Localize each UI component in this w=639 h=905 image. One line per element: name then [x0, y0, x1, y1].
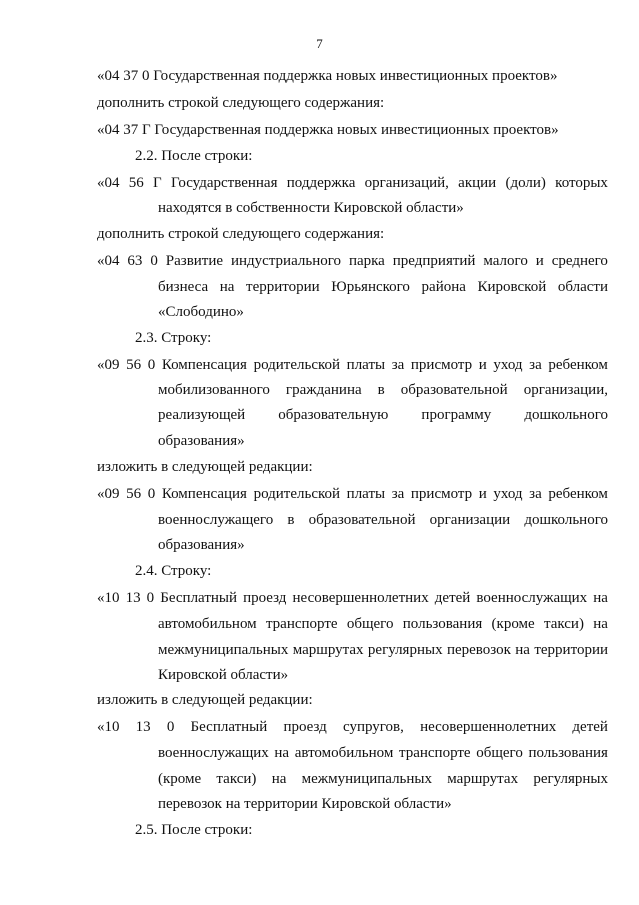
- doc-line: [158, 640, 608, 660]
- doc-word: межмуниципальных: [158, 642, 289, 658]
- doc-word: за: [391, 486, 405, 502]
- doc-word: Бесплатный: [190, 719, 268, 735]
- doc-word: (кроме: [491, 616, 535, 632]
- doc-word: «04: [97, 253, 120, 269]
- doc-word: проезд: [283, 719, 327, 735]
- doc-word: платы: [346, 357, 386, 373]
- doc-word: на: [219, 279, 235, 295]
- doc-word: ребенком: [548, 357, 608, 373]
- doc-word: транспорте: [398, 745, 471, 761]
- doc-word: территории: [246, 279, 320, 295]
- doc-word: реализующей: [158, 407, 246, 423]
- doc-word: организации: [429, 512, 511, 528]
- doc-line: находятся в собственности Кировской области»: [158, 200, 464, 216]
- doc-word: маршрутах: [447, 771, 519, 787]
- doc-word: Кировской: [477, 279, 547, 295]
- doc-line: [97, 588, 608, 608]
- page-number: 7: [316, 36, 323, 51]
- doc-word: военнослужащих: [476, 590, 588, 606]
- doc-word: общего: [346, 616, 394, 632]
- doc-line: «04 37 Г Государственная поддержка новых инвестиционных проектов»: [97, 122, 559, 138]
- doc-word: бизнеса: [158, 279, 209, 295]
- doc-word: Компенсация: [161, 357, 247, 373]
- doc-word: «10: [97, 719, 120, 735]
- doc-word: пользования: [402, 616, 483, 632]
- doc-word: регулярных: [367, 642, 443, 658]
- doc-word: (кроме: [158, 771, 202, 787]
- doc-word: 0: [147, 486, 156, 502]
- doc-word: маршрутах: [292, 642, 364, 658]
- doc-word: малого: [483, 253, 528, 269]
- doc-word: среднего: [551, 253, 608, 269]
- doc-line: [97, 251, 608, 271]
- doc-line: «Слободино»: [158, 304, 244, 320]
- doc-word: и: [478, 357, 487, 373]
- doc-word: детей: [434, 590, 471, 606]
- doc-word: на: [593, 590, 608, 606]
- doc-word: «10: [97, 590, 120, 606]
- doc-word: образовательную: [278, 407, 389, 423]
- doc-word: 13: [125, 590, 141, 606]
- doc-line: [158, 510, 608, 530]
- doc-line: [158, 614, 608, 634]
- doc-line: [97, 484, 608, 504]
- doc-line: [97, 355, 608, 375]
- doc-word: гражданина: [285, 382, 362, 398]
- doc-word: района: [421, 279, 466, 295]
- doc-word: образовательной: [400, 382, 508, 398]
- doc-line: [158, 277, 608, 297]
- doc-word: военнослужащих: [158, 745, 269, 761]
- doc-word: поддержка: [286, 175, 356, 191]
- doc-line: [158, 743, 608, 763]
- doc-word: 56: [128, 175, 144, 191]
- doc-line: [158, 380, 608, 400]
- doc-word: родительской: [253, 486, 341, 502]
- doc-line: [97, 717, 608, 737]
- doc-word: общего: [476, 745, 523, 761]
- doc-line: изложить в следующей редакции:: [97, 692, 313, 708]
- doc-word: несовершеннолетних: [420, 719, 557, 735]
- doc-line: 2.5. После строки:: [135, 822, 253, 838]
- doc-word: и: [535, 253, 544, 269]
- doc-line: образования»: [158, 433, 245, 449]
- doc-word: Государственная: [170, 175, 278, 191]
- doc-word: «09: [97, 357, 120, 373]
- doc-word: Бесплатный: [160, 590, 238, 606]
- doc-word: на: [274, 745, 290, 761]
- doc-line: 2.4. Строку:: [135, 563, 212, 579]
- doc-word: парка: [348, 253, 385, 269]
- doc-line: Кировской области»: [158, 667, 289, 683]
- doc-word: автомобильном: [158, 616, 257, 632]
- doc-word: дошкольного: [524, 512, 608, 528]
- doc-word: мобилизованного: [158, 382, 270, 398]
- doc-word: области: [557, 279, 608, 295]
- doc-word: 0: [166, 719, 175, 735]
- doc-word: программу: [421, 407, 492, 423]
- doc-word: организации,: [523, 382, 608, 398]
- doc-word: перевозок: [446, 642, 511, 658]
- doc-word: присмотр: [410, 357, 473, 373]
- doc-word: и: [478, 486, 487, 502]
- doc-word: 13: [135, 719, 151, 735]
- doc-word: в: [377, 382, 385, 398]
- doc-word: межмуниципальных: [301, 771, 433, 787]
- doc-word: 0: [150, 253, 158, 269]
- doc-word: на: [271, 771, 287, 787]
- doc-line: [97, 173, 608, 193]
- doc-word: пользования: [528, 745, 608, 761]
- doc-word: территории: [534, 642, 608, 658]
- doc-word: за: [391, 357, 405, 373]
- doc-word: за: [529, 357, 542, 373]
- doc-word: регулярных: [533, 771, 608, 787]
- doc-word: «09: [97, 486, 120, 502]
- doc-word: детей: [572, 719, 608, 735]
- doc-word: Юрьянского: [331, 279, 410, 295]
- doc-word: 0: [147, 357, 156, 373]
- doc-word: акции: [458, 175, 497, 191]
- doc-word: за: [529, 486, 542, 502]
- doc-word: супругов,: [342, 719, 404, 735]
- doc-word: «04: [97, 175, 120, 191]
- doc-word: организаций,: [364, 175, 449, 191]
- doc-word: такси): [543, 616, 584, 632]
- doc-word: которых: [555, 175, 608, 191]
- doc-line: «04 37 0 Государственная поддержка новых инвестиционных проектов»: [97, 68, 558, 84]
- doc-word: несовершеннолетних: [292, 590, 429, 606]
- doc-word: уход: [493, 486, 523, 502]
- doc-word: родительской: [253, 357, 341, 373]
- doc-word: военнослужащего: [158, 512, 274, 528]
- doc-word: 56: [126, 486, 142, 502]
- doc-word: (доли): [505, 175, 546, 191]
- doc-line: [158, 405, 608, 425]
- doc-word: присмотр: [410, 486, 473, 502]
- doc-word: Г: [153, 175, 162, 191]
- doc-word: платы: [346, 486, 386, 502]
- doc-line: дополнить строкой следующего содержания:: [97, 226, 385, 242]
- doc-word: 63: [127, 253, 143, 269]
- doc-word: предприятий: [392, 253, 476, 269]
- doc-word: уход: [493, 357, 523, 373]
- doc-word: на: [515, 642, 530, 658]
- doc-line: дополнить строкой следующего содержания:: [97, 95, 385, 111]
- doc-line: 2.2. После строки:: [135, 148, 253, 164]
- doc-word: ребенком: [548, 486, 608, 502]
- doc-line: образования»: [158, 537, 245, 553]
- doc-line: [158, 769, 608, 789]
- doc-word: индустриального: [230, 253, 342, 269]
- doc-word: Компенсация: [161, 486, 247, 502]
- doc-word: на: [593, 616, 608, 632]
- doc-line: 2.3. Строку:: [135, 330, 212, 346]
- doc-word: такси): [216, 771, 257, 787]
- doc-word: Развитие: [165, 253, 224, 269]
- doc-word: дошкольного: [524, 407, 608, 423]
- doc-word: транспорте: [265, 616, 338, 632]
- doc-word: проезд: [243, 590, 287, 606]
- doc-line: изложить в следующей редакции:: [97, 459, 313, 475]
- doc-word: автомобильном: [294, 745, 394, 761]
- doc-line: перевозок на территории Кировской области»: [158, 796, 452, 812]
- doc-word: в: [287, 512, 295, 528]
- doc-word: 56: [126, 357, 142, 373]
- doc-word: 0: [146, 590, 155, 606]
- doc-word: образовательной: [308, 512, 416, 528]
